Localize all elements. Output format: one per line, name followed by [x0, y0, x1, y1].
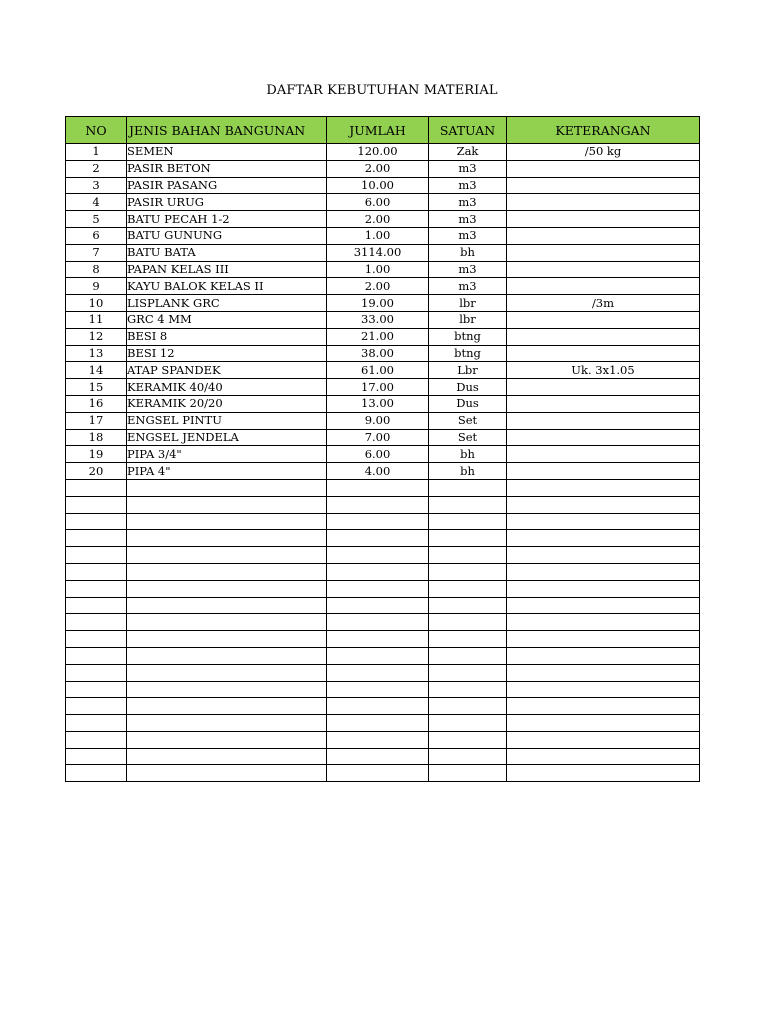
cell-notes[interactable]	[507, 463, 700, 480]
cell-material-name[interactable]	[127, 513, 327, 530]
header-material-name: JENIS BAHAN BANGUNAN	[127, 117, 327, 144]
cell-material-name[interactable]	[127, 731, 327, 748]
cell-material-name[interactable]: PASIR URUG	[127, 194, 327, 211]
cell-notes[interactable]	[507, 614, 700, 631]
cell-notes[interactable]	[507, 479, 700, 496]
cell-row-number[interactable]	[66, 614, 127, 631]
table-row	[66, 412, 700, 429]
cell-unit[interactable]: btng	[429, 345, 507, 362]
header-unit: SATUAN	[429, 117, 507, 144]
table-row	[66, 563, 700, 580]
cell-quantity[interactable]: 38.00	[327, 345, 429, 362]
cell-notes[interactable]	[507, 563, 700, 580]
cell-notes[interactable]	[507, 715, 700, 732]
table-row	[66, 496, 700, 513]
table-row	[66, 731, 700, 748]
cell-material-name[interactable]	[127, 698, 327, 715]
cell-row-number[interactable]	[66, 547, 127, 564]
cell-row-number[interactable]	[66, 748, 127, 765]
cell-quantity[interactable]	[327, 731, 429, 748]
cell-notes[interactable]	[507, 345, 700, 362]
cell-notes[interactable]	[507, 160, 700, 177]
cell-quantity[interactable]	[327, 530, 429, 547]
table-row	[66, 244, 700, 261]
cell-row-number[interactable]: 16	[66, 395, 127, 412]
table-row	[66, 547, 700, 564]
cell-row-number[interactable]: 17	[66, 412, 127, 429]
cell-notes[interactable]	[507, 446, 700, 463]
cell-unit[interactable]	[429, 647, 507, 664]
cell-notes[interactable]: /50 kg	[507, 144, 700, 161]
cell-unit[interactable]	[429, 715, 507, 732]
cell-material-name[interactable]	[127, 765, 327, 782]
cell-row-number[interactable]: 11	[66, 311, 127, 328]
cell-notes[interactable]	[507, 765, 700, 782]
cell-unit[interactable]: lbr	[429, 311, 507, 328]
table-header-row	[66, 117, 700, 144]
cell-material-name[interactable]: BATU PECAH 1-2	[127, 211, 327, 228]
table-row	[66, 328, 700, 345]
cell-quantity[interactable]	[327, 765, 429, 782]
table-row	[66, 765, 700, 782]
cell-notes[interactable]	[507, 278, 700, 295]
cell-row-number[interactable]: 6	[66, 227, 127, 244]
table-row	[66, 379, 700, 396]
cell-quantity[interactable]: 1.00	[327, 261, 429, 278]
cell-row-number[interactable]	[66, 479, 127, 496]
table-row	[66, 446, 700, 463]
cell-material-name[interactable]	[127, 664, 327, 681]
cell-material-name[interactable]	[127, 681, 327, 698]
cell-row-number[interactable]: 14	[66, 362, 127, 379]
cell-material-name[interactable]	[127, 647, 327, 664]
cell-row-number[interactable]: 19	[66, 446, 127, 463]
cell-quantity[interactable]	[327, 664, 429, 681]
cell-row-number[interactable]: 18	[66, 429, 127, 446]
cell-quantity[interactable]	[327, 547, 429, 564]
cell-unit[interactable]: m3	[429, 160, 507, 177]
cell-unit[interactable]: m3	[429, 261, 507, 278]
cell-notes[interactable]	[507, 395, 700, 412]
cell-material-name[interactable]	[127, 530, 327, 547]
cell-unit[interactable]: m3	[429, 177, 507, 194]
table-row	[66, 227, 700, 244]
cell-row-number[interactable]	[66, 563, 127, 580]
cell-material-name[interactable]	[127, 547, 327, 564]
cell-quantity[interactable]: 21.00	[327, 328, 429, 345]
cell-unit[interactable]	[429, 614, 507, 631]
cell-unit[interactable]	[429, 664, 507, 681]
cell-unit[interactable]: Dus	[429, 379, 507, 396]
cell-notes[interactable]	[507, 194, 700, 211]
cell-notes[interactable]	[507, 631, 700, 648]
header-no: NO	[66, 117, 127, 144]
cell-unit[interactable]	[429, 496, 507, 513]
material-table	[65, 116, 700, 782]
cell-notes[interactable]	[507, 227, 700, 244]
cell-unit[interactable]: m3	[429, 278, 507, 295]
cell-unit[interactable]: Zak	[429, 144, 507, 161]
table-row	[66, 513, 700, 530]
cell-quantity[interactable]: 6.00	[327, 446, 429, 463]
cell-row-number[interactable]	[66, 631, 127, 648]
cell-unit[interactable]: m3	[429, 227, 507, 244]
cell-row-number[interactable]: 13	[66, 345, 127, 362]
cell-unit[interactable]	[429, 530, 507, 547]
cell-quantity[interactable]	[327, 698, 429, 715]
cell-notes[interactable]	[507, 177, 700, 194]
cell-notes[interactable]	[507, 748, 700, 765]
table-row	[66, 463, 700, 480]
cell-quantity[interactable]	[327, 580, 429, 597]
cell-row-number[interactable]: 4	[66, 194, 127, 211]
cell-notes[interactable]	[507, 379, 700, 396]
cell-notes[interactable]	[507, 311, 700, 328]
cell-material-name[interactable]: BESI 8	[127, 328, 327, 345]
cell-row-number[interactable]: 2	[66, 160, 127, 177]
table-row	[66, 278, 700, 295]
table-row	[66, 261, 700, 278]
cell-notes[interactable]	[507, 412, 700, 429]
cell-row-number[interactable]: 8	[66, 261, 127, 278]
cell-quantity[interactable]: 1.00	[327, 227, 429, 244]
cell-unit[interactable]	[429, 731, 507, 748]
cell-notes[interactable]	[507, 328, 700, 345]
cell-row-number[interactable]: 10	[66, 295, 127, 312]
table-row	[66, 211, 700, 228]
cell-notes[interactable]	[507, 547, 700, 564]
cell-unit[interactable]: Lbr	[429, 362, 507, 379]
cell-unit[interactable]: bh	[429, 463, 507, 480]
cell-row-number[interactable]	[66, 681, 127, 698]
cell-notes[interactable]: /3m	[507, 295, 700, 312]
cell-row-number[interactable]	[66, 715, 127, 732]
table-row	[66, 479, 700, 496]
cell-quantity[interactable]: 10.00	[327, 177, 429, 194]
table-row	[66, 530, 700, 547]
table-row	[66, 597, 700, 614]
cell-row-number[interactable]: 5	[66, 211, 127, 228]
table-row	[66, 748, 700, 765]
cell-notes[interactable]	[507, 496, 700, 513]
cell-material-name[interactable]	[127, 715, 327, 732]
cell-material-name[interactable]: LISPLANK GRC	[127, 295, 327, 312]
cell-material-name[interactable]: GRC 4 MM	[127, 311, 327, 328]
cell-quantity[interactable]	[327, 513, 429, 530]
cell-notes[interactable]	[507, 244, 700, 261]
cell-unit[interactable]: m3	[429, 211, 507, 228]
cell-unit[interactable]	[429, 765, 507, 782]
cell-unit[interactable]	[429, 580, 507, 597]
cell-quantity[interactable]	[327, 647, 429, 664]
page-title: DAFTAR KEBUTUHAN MATERIAL	[266, 83, 498, 98]
cell-quantity[interactable]	[327, 631, 429, 648]
cell-row-number[interactable]: 9	[66, 278, 127, 295]
table-row	[66, 194, 700, 211]
cell-quantity[interactable]: 3114.00	[327, 244, 429, 261]
cell-quantity[interactable]: 120.00	[327, 144, 429, 161]
cell-row-number[interactable]	[66, 513, 127, 530]
cell-material-name[interactable]: KERAMIK 20/20	[127, 395, 327, 412]
cell-quantity[interactable]: 17.00	[327, 379, 429, 396]
cell-row-number[interactable]: 7	[66, 244, 127, 261]
cell-notes[interactable]	[507, 698, 700, 715]
table-row	[66, 177, 700, 194]
cell-material-name[interactable]	[127, 631, 327, 648]
cell-notes[interactable]	[507, 580, 700, 597]
cell-material-name[interactable]: PASIR PASANG	[127, 177, 327, 194]
cell-quantity[interactable]	[327, 563, 429, 580]
cell-row-number[interactable]	[66, 647, 127, 664]
cell-unit[interactable]: lbr	[429, 295, 507, 312]
cell-unit[interactable]	[429, 479, 507, 496]
cell-row-number[interactable]	[66, 597, 127, 614]
table-row	[66, 664, 700, 681]
cell-quantity[interactable]: 6.00	[327, 194, 429, 211]
table-row	[66, 311, 700, 328]
cell-material-name[interactable]	[127, 563, 327, 580]
cell-row-number[interactable]: 3	[66, 177, 127, 194]
table-body	[66, 144, 700, 782]
table-row	[66, 715, 700, 732]
cell-notes[interactable]	[507, 530, 700, 547]
table-row	[66, 295, 700, 312]
cell-unit[interactable]: bh	[429, 244, 507, 261]
cell-material-name[interactable]: ENGSEL JENDELA	[127, 429, 327, 446]
cell-row-number[interactable]: 1	[66, 144, 127, 161]
cell-row-number[interactable]	[66, 765, 127, 782]
cell-quantity[interactable]	[327, 597, 429, 614]
cell-unit[interactable]	[429, 681, 507, 698]
cell-material-name[interactable]	[127, 748, 327, 765]
table-row	[66, 395, 700, 412]
cell-unit[interactable]: btng	[429, 328, 507, 345]
cell-material-name[interactable]: SEMEN	[127, 144, 327, 161]
cell-row-number[interactable]	[66, 731, 127, 748]
cell-quantity[interactable]	[327, 748, 429, 765]
cell-quantity[interactable]: 2.00	[327, 278, 429, 295]
table-row	[66, 345, 700, 362]
cell-notes[interactable]	[507, 681, 700, 698]
cell-notes[interactable]	[507, 429, 700, 446]
cell-quantity[interactable]: 4.00	[327, 463, 429, 480]
cell-notes[interactable]	[507, 261, 700, 278]
cell-unit[interactable]	[429, 513, 507, 530]
cell-quantity[interactable]: 2.00	[327, 160, 429, 177]
table-row	[66, 647, 700, 664]
cell-unit[interactable]	[429, 597, 507, 614]
cell-notes[interactable]	[507, 597, 700, 614]
cell-material-name[interactable]: PIPA 4"	[127, 463, 327, 480]
cell-row-number[interactable]	[66, 496, 127, 513]
cell-unit[interactable]	[429, 563, 507, 580]
cell-row-number[interactable]	[66, 580, 127, 597]
cell-quantity[interactable]	[327, 614, 429, 631]
table-row	[66, 144, 700, 161]
cell-material-name[interactable]: KERAMIK 40/40	[127, 379, 327, 396]
cell-row-number[interactable]: 20	[66, 463, 127, 480]
cell-row-number[interactable]: 15	[66, 379, 127, 396]
cell-row-number[interactable]	[66, 664, 127, 681]
table-row	[66, 614, 700, 631]
cell-quantity[interactable]: 33.00	[327, 311, 429, 328]
cell-material-name[interactable]: BATU GUNUNG	[127, 227, 327, 244]
cell-unit[interactable]	[429, 547, 507, 564]
table-row	[66, 160, 700, 177]
cell-unit[interactable]: Set	[429, 429, 507, 446]
cell-quantity[interactable]: 7.00	[327, 429, 429, 446]
cell-material-name[interactable]: KAYU BALOK KELAS II	[127, 278, 327, 295]
cell-material-name[interactable]: ENGSEL PINTU	[127, 412, 327, 429]
cell-quantity[interactable]	[327, 496, 429, 513]
cell-unit[interactable]: Dus	[429, 395, 507, 412]
cell-notes[interactable]	[507, 647, 700, 664]
table-row	[66, 681, 700, 698]
cell-material-name[interactable]: PASIR BETON	[127, 160, 327, 177]
cell-material-name[interactable]: BESI 12	[127, 345, 327, 362]
cell-material-name[interactable]: ATAP SPANDEK	[127, 362, 327, 379]
cell-notes[interactable]: Uk. 3x1.05	[507, 362, 700, 379]
cell-quantity[interactable]	[327, 479, 429, 496]
cell-notes[interactable]	[507, 513, 700, 530]
cell-material-name[interactable]: PIPA 3/4"	[127, 446, 327, 463]
cell-material-name[interactable]	[127, 580, 327, 597]
cell-quantity[interactable]: 9.00	[327, 412, 429, 429]
cell-quantity[interactable]: 13.00	[327, 395, 429, 412]
cell-unit[interactable]	[429, 631, 507, 648]
cell-unit[interactable]: Set	[429, 412, 507, 429]
cell-material-name[interactable]: BATU BATA	[127, 244, 327, 261]
table-row	[66, 580, 700, 597]
cell-unit[interactable]: bh	[429, 446, 507, 463]
cell-notes[interactable]	[507, 664, 700, 681]
cell-row-number[interactable]	[66, 530, 127, 547]
cell-quantity[interactable]: 2.00	[327, 211, 429, 228]
cell-quantity[interactable]	[327, 715, 429, 732]
cell-row-number[interactable]: 12	[66, 328, 127, 345]
cell-material-name[interactable]	[127, 597, 327, 614]
header-quantity: JUMLAH	[327, 117, 429, 144]
cell-unit[interactable]: m3	[429, 194, 507, 211]
table-row	[66, 362, 700, 379]
cell-unit[interactable]	[429, 698, 507, 715]
table-row	[66, 429, 700, 446]
table-row	[66, 631, 700, 648]
cell-quantity[interactable]: 61.00	[327, 362, 429, 379]
cell-material-name[interactable]	[127, 614, 327, 631]
cell-notes[interactable]	[507, 731, 700, 748]
table-row	[66, 698, 700, 715]
header-notes: KETERANGAN	[507, 117, 700, 144]
cell-quantity[interactable]	[327, 681, 429, 698]
cell-quantity[interactable]: 19.00	[327, 295, 429, 312]
cell-notes[interactable]	[507, 211, 700, 228]
cell-unit[interactable]	[429, 748, 507, 765]
cell-row-number[interactable]	[66, 698, 127, 715]
cell-material-name[interactable]	[127, 496, 327, 513]
cell-material-name[interactable]	[127, 479, 327, 496]
cell-material-name[interactable]: PAPAN KELAS III	[127, 261, 327, 278]
